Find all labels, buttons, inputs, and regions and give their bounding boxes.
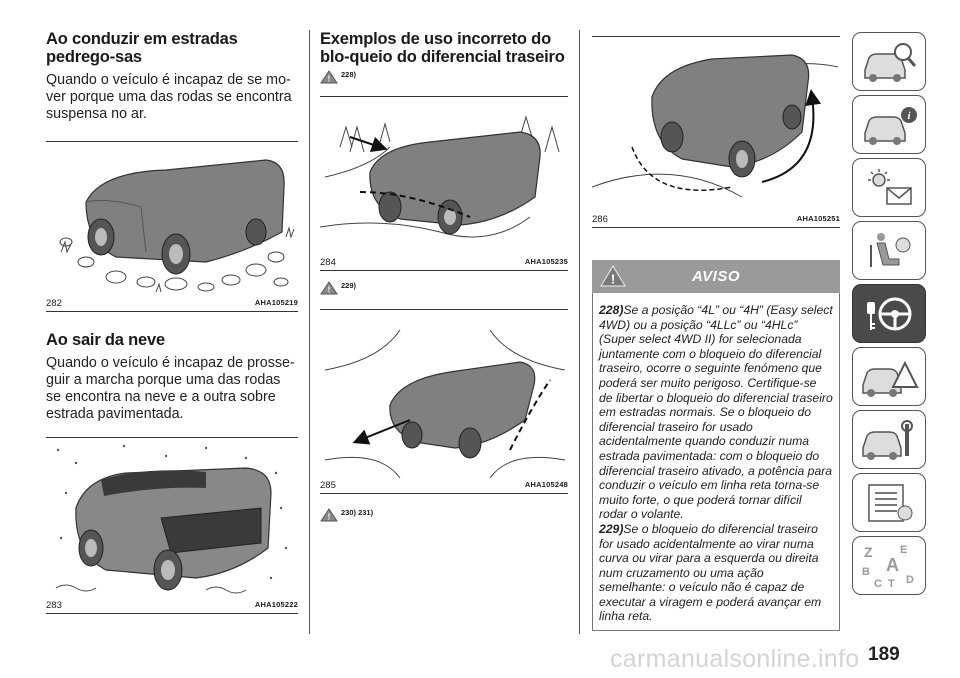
illustration-truck-rocks (46, 142, 298, 298)
figure-282-caption (46, 298, 298, 312)
figure-code: AHA105251 (796, 214, 840, 223)
figure-283 (46, 437, 298, 614)
aviso-title: AVISO (691, 268, 741, 285)
aviso-item-229: 229)Se o bloqueio do diferencial traseiro for usado acidentalmente ao virar numa curva ou virar para a esquerda ou direita num cruzamento ou uma ação semelhante: o veículo não é capaz de executar a viragem e poderá avançar em linha reta. (599, 521, 822, 624)
alphabetical-index-icon (858, 541, 920, 591)
figure-283-caption (46, 600, 298, 614)
figure-number: 283 (46, 600, 62, 611)
svg-text:!: ! (327, 285, 331, 295)
figure-number: 284 (320, 257, 336, 268)
index-letter: B (862, 565, 870, 578)
tab-warning-lights[interactable] (852, 158, 926, 217)
aviso-header (592, 260, 840, 293)
warning-triangle-icon (320, 281, 338, 295)
tab-steering-key[interactable] (852, 284, 926, 343)
tab-alphabetical-index[interactable] (852, 536, 926, 595)
figure-286 (592, 36, 840, 228)
warning-triangle-icon (600, 265, 626, 287)
index-letter: E (900, 543, 908, 556)
heading-incorrect-use: Exemplos de uso incorreto do blo-queio do diferencial traseiro (320, 30, 565, 66)
chapter-tabs (852, 32, 926, 599)
column-divider-left (309, 30, 310, 634)
figure-number: 282 (46, 298, 62, 309)
airbag-seat-icon (859, 229, 919, 273)
index-letter: Z (864, 543, 873, 560)
aviso-item-228: 228)Se a posição “4L” ou “4H” (Easy select 4WD) ou a posição “4LLc” ou “4HLc” (Super select 4WD II) for selecionada juntamente com o bloqueio do diferencial traseiro, ocorre o seguinte fenómeno que poderá ser muito perigoso. Certifique-se de libertar o bloqueio do diferencial traseiro em estradas normais. Se o bloqueio do diferencial traseiro for usado acidentalmente quando conduzir numa estrada pavimentada: com o bloqueio do diferencial traseiro ativado, a potência para conduzir o veículo em linha reta torna-se muito forte, o que poderá tornar difícil rodar o volante. (599, 303, 833, 522)
figure-number: 285 (320, 480, 336, 491)
svg-text:!: ! (327, 74, 331, 84)
paragraph-rocky-roads: Quando o veículo é incapaz de se mo-ver porque uma das rodas se encontra suspensa no ar. (46, 72, 292, 122)
warning-reference-228: ! 228) (320, 70, 568, 92)
illustration-truck-turning (592, 37, 840, 213)
warning-reference-229: ! 229) (320, 281, 568, 303)
index-letter: D (906, 573, 914, 586)
warning-reference-230-231: ! 230) 231) (320, 508, 568, 530)
illustration-truck-snow (46, 438, 298, 600)
column-middle (320, 30, 568, 530)
car-wrench-icon (859, 418, 919, 462)
figure-code: AHA105248 (524, 480, 568, 489)
tab-car-wrench[interactable] (852, 410, 926, 469)
svg-text:!: ! (610, 271, 616, 287)
column-divider-right (579, 30, 580, 634)
warning-triangle-icon (320, 508, 338, 522)
aviso-body (592, 293, 840, 631)
page-number: 189 (868, 644, 900, 665)
column-left (46, 30, 298, 614)
figure-285-caption (320, 480, 568, 494)
car-search-icon (859, 40, 919, 84)
svg-text:i: i (907, 109, 911, 122)
index-letter: T (888, 577, 895, 590)
paragraph-snow: Quando o veículo é incapaz de prosse-guir a marcha porque uma das rodas se encontra na neve e a outra sobre estrada pavimentada. (46, 355, 295, 422)
heading-rocky-roads: Ao conduzir em estradas pedrego-sas (46, 30, 238, 66)
tab-car-info[interactable] (852, 95, 926, 154)
figure-282 (46, 141, 298, 312)
specifications-list-icon (859, 481, 919, 525)
warning-lights-icon (859, 166, 919, 210)
tab-airbag-seat[interactable] (852, 221, 926, 280)
figure-code: AHA105222 (254, 600, 298, 609)
figure-number: 286 (592, 214, 608, 225)
tab-car-search[interactable] (852, 32, 926, 91)
column-right (592, 30, 840, 631)
figure-code: AHA105235 (524, 257, 568, 266)
tab-car-hazard[interactable] (852, 347, 926, 406)
figure-286-caption (592, 214, 840, 228)
tab-specifications[interactable] (852, 473, 926, 532)
car-info-icon (859, 103, 919, 147)
figure-284 (320, 96, 568, 271)
warning-triangle-icon (320, 70, 338, 84)
illustration-truck-intersection (320, 310, 568, 480)
watermark: carmanualsonline.info (610, 645, 860, 673)
heading-snow: Ao sair da neve (46, 331, 165, 349)
illustration-truck-curve-road (320, 97, 568, 257)
steering-key-icon (859, 290, 919, 338)
car-hazard-icon (859, 355, 919, 399)
svg-text:!: ! (327, 512, 331, 522)
figure-285 (320, 309, 568, 494)
figure-code: AHA105219 (254, 298, 298, 307)
index-letter: A (886, 554, 899, 575)
figure-284-caption (320, 257, 568, 271)
index-letter: C (874, 577, 882, 590)
